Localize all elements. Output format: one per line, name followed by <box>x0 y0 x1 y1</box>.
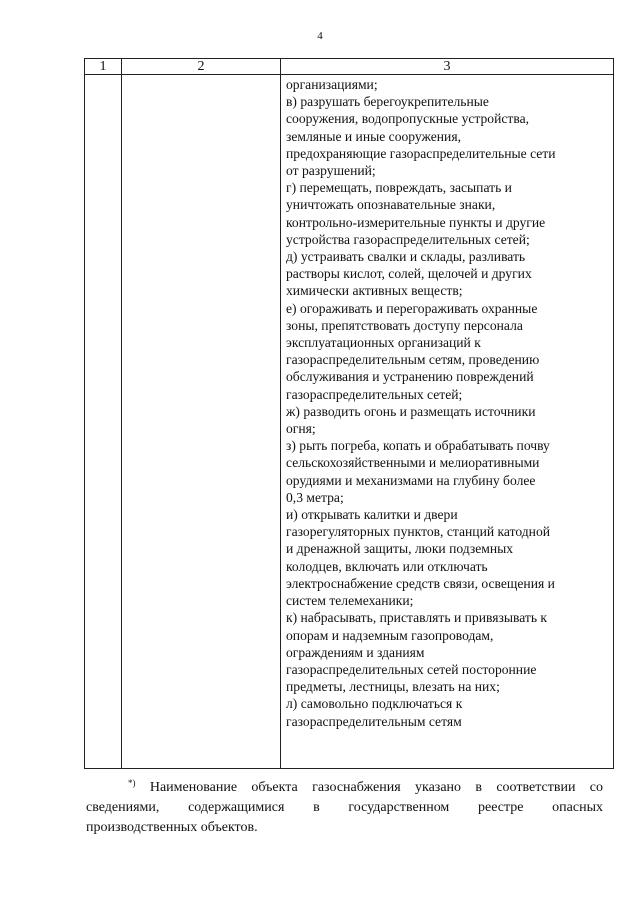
page-number: 4 <box>317 30 323 42</box>
footnote-line-2: сведениями, содержащимися в государственном реестре опасных <box>86 800 603 815</box>
text-line: ж) разводить огонь и размещать источники <box>286 403 536 419</box>
table-row <box>85 75 614 769</box>
footnote-line-3: производственных объектов. <box>86 820 258 835</box>
text-line: от разрушений; <box>286 163 376 179</box>
text-line: организациями; <box>286 77 378 92</box>
text-line: 0,3 метра; <box>286 489 344 505</box>
text-line: газораспределительных сетей посторонние <box>286 661 537 677</box>
text-line: растворы кислот, солей, щелочей и других <box>286 266 532 282</box>
table-cell-col-2 <box>122 75 281 769</box>
restrictions-text <box>281 75 613 730</box>
text-line: и дренажной защиты, люки подземных <box>286 541 514 557</box>
text-line: орудиями и механизмами на глубину более <box>286 472 536 488</box>
text-line: газорегуляторных пунктов, станций катодной <box>286 524 551 540</box>
table-header-col-3: 3 <box>281 59 614 75</box>
text-line: з) рыть погреба, копать и обрабатывать почву <box>286 438 550 454</box>
text-line: колодцев, включать или отключать <box>286 558 488 574</box>
text-line: обслуживания и устранению повреждений <box>286 369 534 385</box>
text-line: в) разрушать берегоукрепительные <box>286 94 489 110</box>
text-line: устройства газораспределительных сетей; <box>286 231 530 247</box>
footnote-marker: *) <box>128 778 136 788</box>
text-line: предохраняющие газораспределительные сети <box>286 145 556 161</box>
text-line: эксплуатационных организаций к <box>286 335 481 351</box>
text-line: ограждениям и зданиям <box>286 644 425 660</box>
document-table <box>84 58 614 769</box>
text-line: и) открывать калитки и двери <box>286 507 458 523</box>
text-line: зоны, препятствовать доступу персонала <box>286 317 523 333</box>
text-line: опорам и надземным газопроводам, <box>286 627 494 643</box>
text-line: газораспределительным сетям, проведению <box>286 352 540 368</box>
text-line: сельскохозяйственными и мелиоративными <box>286 455 540 471</box>
text-line: е) огораживать и перегораживать охранные <box>286 300 538 316</box>
text-line: л) самовольно подключаться к <box>286 696 463 712</box>
table-cell-col-1 <box>85 75 122 769</box>
text-line: газораспределительным сетям <box>286 713 462 729</box>
footnote-text-1: Наименование объекта газоснабжения указано в соответствии со <box>149 780 603 795</box>
text-line: газораспределительных сетей; <box>286 386 463 402</box>
table-header-col-1: 1 <box>85 59 122 75</box>
table-cell-col-3 <box>281 75 614 769</box>
text-line: г) перемещать, повреждать, засыпать и <box>286 180 512 196</box>
text-line: сооружения, водопропускные устройства, <box>286 111 530 127</box>
text-line: земляные и иные сооружения, <box>286 128 461 144</box>
table-header-col-2: 2 <box>122 59 281 75</box>
text-line: химически активных веществ; <box>286 283 463 299</box>
text-line: контрольно-измерительные пункты и другие <box>286 214 546 230</box>
text-line: предметы, лестницы, влезать на них; <box>286 679 500 695</box>
text-line: д) устраивать свалки и склады, разливать <box>286 249 526 265</box>
table-header-row <box>85 59 614 75</box>
text-line: огня; <box>286 421 316 437</box>
text-line: систем телемеханики; <box>286 593 414 609</box>
text-line: к) набрасывать, приставлять и привязывать к <box>286 610 548 626</box>
footnote <box>86 778 603 838</box>
text-line: уничтожать опознавательные знаки, <box>286 197 496 213</box>
footnote-line-1 <box>86 778 603 798</box>
text-line: электроснабжение средств связи, освещения и <box>286 575 555 591</box>
